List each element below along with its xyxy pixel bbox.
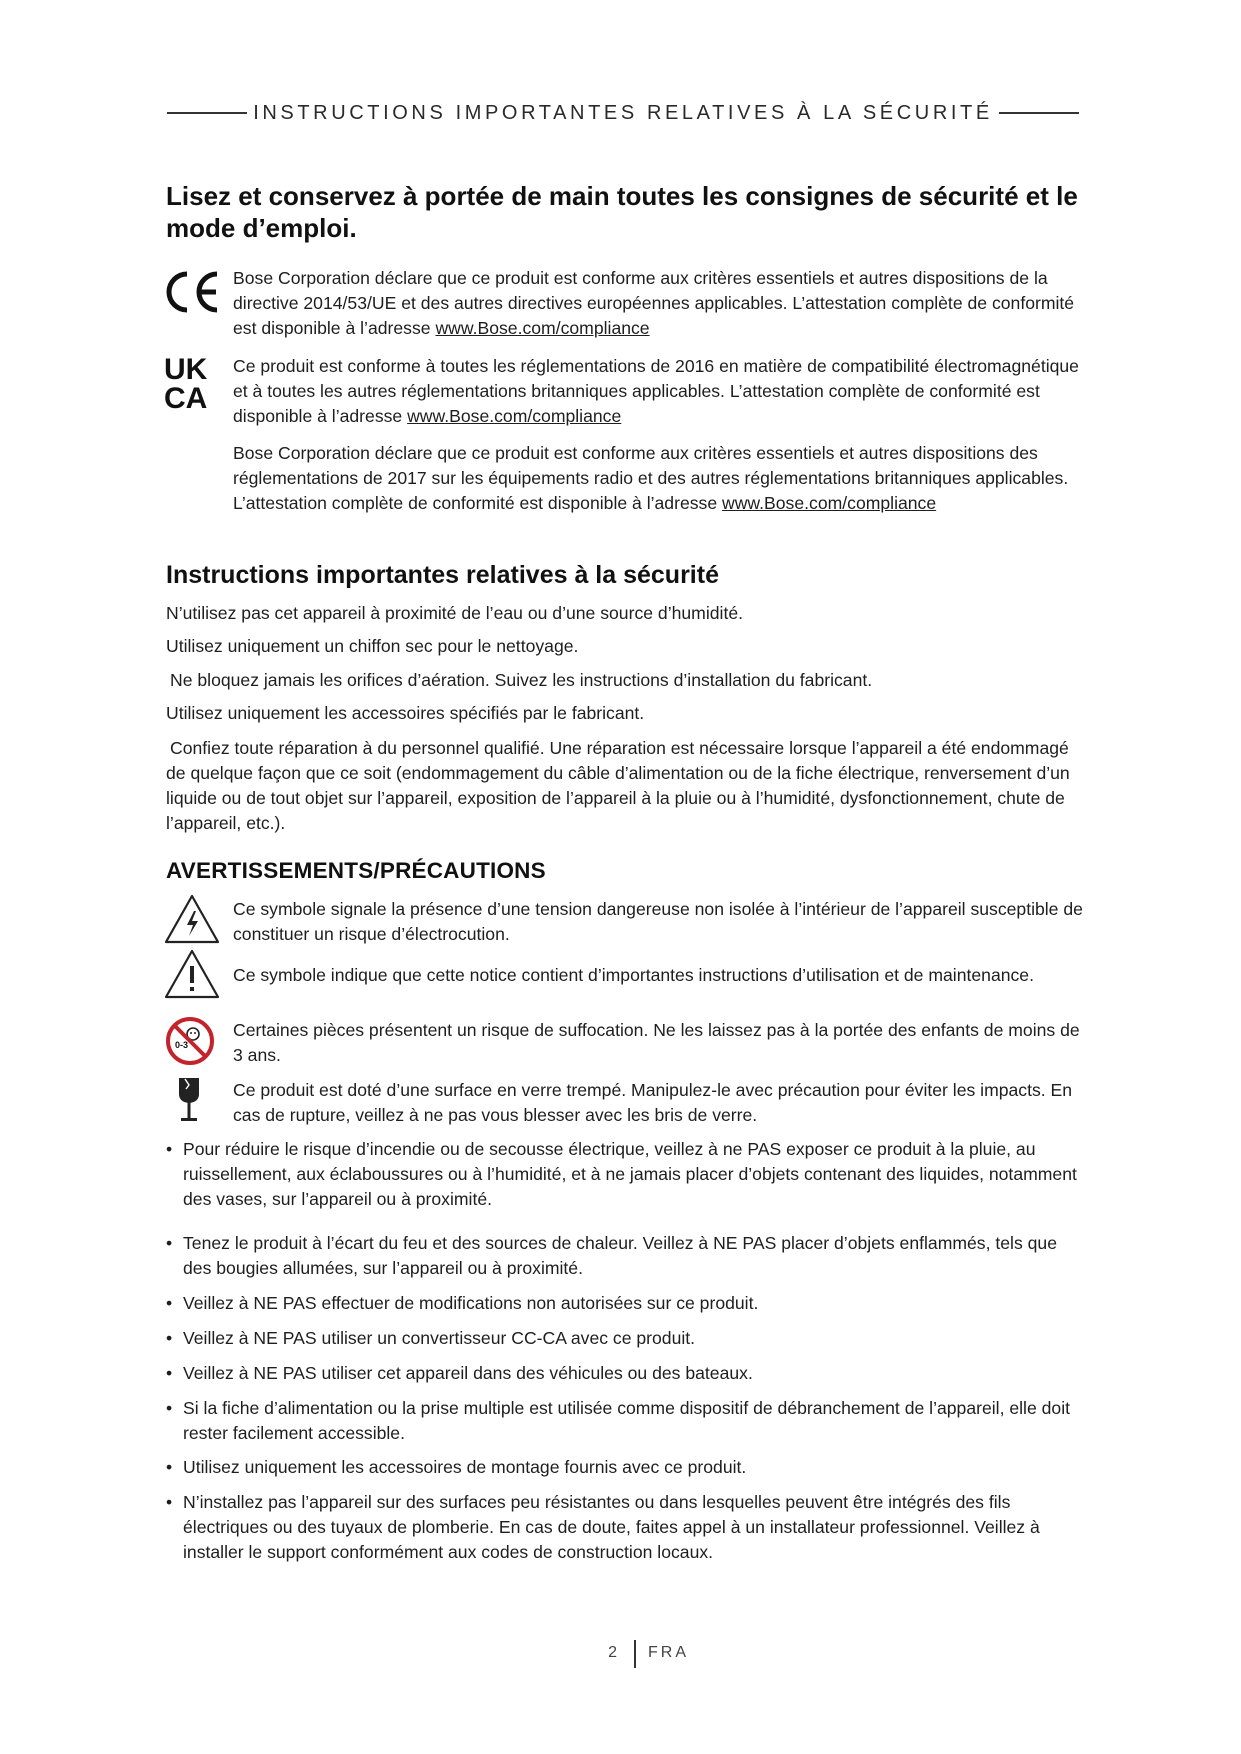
safety-paragraph-water: N’utilisez pas cet appareil à proximité de l’eau ou d’une source d’humidité. [166, 603, 744, 623]
warnings-heading: AVERTISSEMENTS/PRÉCAUTIONS [166, 858, 546, 883]
electric-shock-warning-text: Ce symbole signale la présence d’une tension dangereuse non isolée à l’intérieur de l’appareil susceptible de constituer un risque d’électrocution. [233, 899, 1083, 944]
ukca-emc-text: Ce produit est conforme à toutes les réglementations de 2016 en matière de compatibilité électromagnétique et à toutes les autres réglementations britanniques applicables. L’attestation complète de conformité est disponible à l’adresse [233, 356, 1079, 426]
bullet-marker: • [166, 1363, 173, 1383]
ce-declaration [233, 266, 1093, 341]
tempered-glass-text: Ce produit est doté d’une surface en verre trempé. Manipulez-le avec précaution pour éviter les impacts. En cas de rupture, veillez à ne pas vous blesser avec les bris de verre. [233, 1080, 1073, 1125]
choking-hazard-age: 0-3 [175, 1040, 189, 1050]
warning-bullet [166, 1326, 1086, 1351]
warning-bullet [166, 1361, 1086, 1386]
warning-bullet [166, 1490, 1086, 1565]
bullet-marker: • [166, 1398, 173, 1418]
bullet-marker: • [166, 1328, 173, 1348]
warning-bullet-text: N’installez pas l’appareil sur des surfaces peu résistantes ou dans lesquelles peuvent être intégrés des fils électriques ou des tuyaux de plomberie. En cas de doute, faites appel à un installateur professionnel. Veillez à installer le support conformément aux codes de construction locaux. [183, 1492, 1040, 1562]
bullet-marker: • [166, 1233, 173, 1253]
ce-mark-icon [163, 270, 223, 319]
ukca-mark-top: UK [164, 354, 208, 386]
ce-compliance-link[interactable]: www.Bose.com/compliance [435, 318, 650, 338]
safety-paragraph-ventilation: Ne bloquez jamais les orifices d’aération. Suivez les instructions d’installation du fabricant. [170, 670, 873, 690]
ukca-mark-bottom: CA [164, 382, 208, 410]
warning-bullet-text: Veillez à NE PAS utiliser cet appareil dans des véhicules ou des bateaux. [183, 1363, 753, 1383]
instructions-warning-icon [163, 948, 221, 1005]
ukca-compliance-link-1[interactable]: www.Bose.com/compliance [407, 406, 622, 426]
ukca-radio-declaration [233, 441, 1093, 516]
ukca-radio-text: Bose Corporation déclare que ce produit est conforme aux critères essentiels et autres dispositions des réglementations de 2017 sur les équipements radio et des autres réglementations britanniques applicables. L’attestation complète de conformité est disponible à l’adresse [233, 443, 1069, 513]
page-footer [0, 1640, 1241, 1670]
warning-bullet [166, 1396, 1086, 1446]
footer-separator [634, 1640, 636, 1668]
warning-bullet-text: Tenez le produit à l’écart du feu et des sources de chaleur. Veillez à NE PAS placer d’objets enflammés, tels que des bougies allumées, sur l’appareil ou à proximité. [183, 1233, 1057, 1278]
warning-bullet [166, 1231, 1086, 1281]
instructions-warning-text: Ce symbole indique que cette notice contient d’importantes instructions d’utilisation et de maintenance. [233, 965, 1034, 985]
language-code: FRA [648, 1644, 689, 1661]
safety-paragraph-service: Confiez toute réparation à du personnel qualifié. Une réparation est nécessaire lorsque l’appareil a été endommagé de quelque façon que ce soit (endommagement du câble d’alimentation ou de la fiche électrique, renversement d’un liquide ou de tout objet sur l’appareil, exposition de l’appareil à la pluie ou à l’humidité, dysfonctionnement, chute de l’appareil, etc.). [166, 738, 1070, 833]
warning-bullet-text: Si la fiche d’alimentation ou la prise multiple est utilisée comme dispositif de débranchement de l’appareil, elle doit rester facilement accessible. [183, 1398, 1071, 1443]
warning-bullet-text: Veillez à NE PAS effectuer de modifications non autorisées sur ce produit. [183, 1293, 759, 1313]
safety-paragraph-accessories: Utilisez uniquement les accessoires spécifiés par le fabricant. [166, 703, 645, 723]
bullet-marker: • [166, 1492, 173, 1512]
warning-bullet-text: Pour réduire le risque d’incendie ou de secousse électrique, veillez à ne PAS exposer ce produit à la pluie, au ruissellement, aux éclaboussures ou à l’humidité, et à ne jamais placer d’objets contenant des liquides, notamment des vases, sur l’appareil ou à proximité. [183, 1139, 1077, 1209]
tempered-glass-icon [176, 1076, 202, 1129]
ukca-emc-declaration [233, 354, 1093, 429]
warning-bullet [166, 1137, 1086, 1212]
ukca-mark-icon [163, 354, 219, 415]
safety-heading: Instructions importantes relatives à la sécurité [166, 561, 719, 589]
bullet-marker: • [166, 1457, 173, 1477]
warning-bullet [166, 1291, 1086, 1316]
header-title: INSTRUCTIONS IMPORTANTES RELATIVES À LA SÉCURITÉ [253, 101, 993, 124]
safety-paragraph-cleaning: Utilisez uniquement un chiffon sec pour le nettoyage. [166, 636, 579, 656]
main-heading: Lisez et conservez à portée de main toutes les consignes de sécurité et le mode d’emploi. [166, 181, 1078, 243]
bullet-marker: • [166, 1139, 173, 1159]
section-header [167, 98, 1079, 128]
choking-hazard-icon [165, 1016, 215, 1071]
warning-bullet-text: Veillez à NE PAS utiliser un convertisseur CC-CA avec ce produit. [183, 1328, 696, 1348]
electric-shock-warning-icon [163, 893, 221, 950]
ukca-compliance-link-2[interactable]: www.Bose.com/compliance [722, 493, 937, 513]
bullet-marker: • [166, 1293, 173, 1313]
header-rule-right [999, 112, 1079, 114]
warning-bullet [166, 1455, 1086, 1480]
header-rule-left [167, 112, 247, 114]
warning-bullet-text: Utilisez uniquement les accessoires de montage fournis avec ce produit. [183, 1457, 747, 1477]
page-number: 2 [608, 1644, 619, 1661]
ce-declaration-text: Bose Corporation déclare que ce produit est conforme aux critères essentiels et autres dispositions de la directive 2014/53/UE et des autres directives européennes applicables. L’attestation complète de conformité est disponible à l’adresse [233, 268, 1075, 338]
choking-hazard-text: Certaines pièces présentent un risque de suffocation. Ne les laissez pas à la portée des enfants de moins de 3 ans. [233, 1020, 1080, 1065]
